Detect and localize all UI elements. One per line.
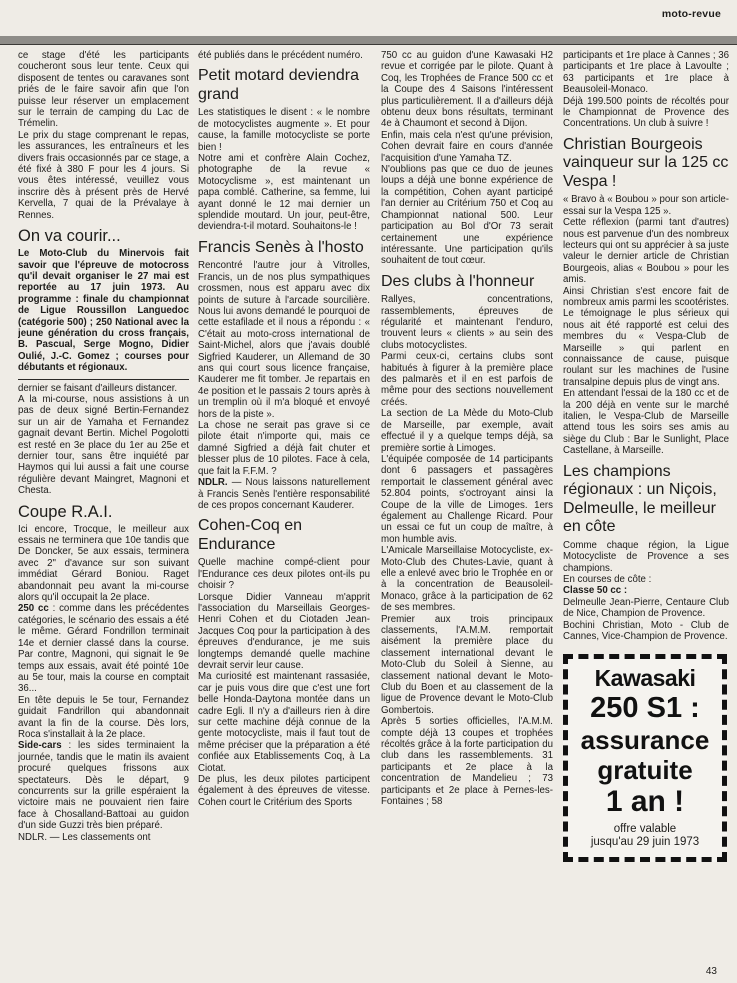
paragraph: Enfin, mais cela n'est qu'une prévision, Cohen devrait faire en cours d'année l'acquisition d'une Yamaha TZ. [381, 129, 553, 164]
paragraph [18, 603, 189, 694]
ad-validity: offre valable [613, 823, 677, 836]
magazine-name: moto-revue [661, 8, 721, 20]
headline-coupe-rai: Coupe R.A.I. [18, 502, 113, 521]
paragraph: L'équipée composée de 14 participants dont 6 passagers et passagères remportait le classement général avec 52.804 points, s'octroyant ainsi la Coupe de la ville de Limoges. 1ers également au Challenge Ricard. Pour un essai ce fut un coup de maître, à mon humble avis. [381, 453, 553, 545]
paragraph: Delmeulle Jean-Pierre, Centaure Club de Nice, Champion de Provence. [563, 596, 729, 620]
ndlr-label: NDLR. [198, 477, 228, 489]
category-label: 250 cc [18, 603, 49, 615]
paragraph: En tête depuis le 5e tour, Fernandez guidait Fandrillon qui abandonnait avant la fin de la course. Dès lors, Roca s'installait à la 2e place. [18, 694, 189, 740]
paragraph: participants et 1re place à Cannes ; 36 participants et 1re place à Lavoulte ; 63 participants et 1re place à Beausoleil-Monaco. [563, 50, 729, 96]
bold-notice: Le Moto-Club du Minervois fait savoir que l'épreuve de motocross qu'il devait organiser le 27 mai est reportée au 17 juin 1973. Au programme : finale du championnat de Ligue Roussillon Languedoc (catégorie 500) ; 250 National avec la jeune génération du cross français, B. Pascual, Serge Mogno, Didier Oulié, J.-C. Gomez ; courses pour débutants et régionaux. [18, 248, 189, 374]
ad-validity-date: jusqu'au 29 juin 1973 [590, 836, 700, 849]
paragraph: Déjà 199.500 points de récoltés pour le Championnat de Provence des Concentrations. Un club à suivre ! [563, 95, 729, 130]
paragraph: La section de La Mède du Moto-Club de Marseille, par exemple, avait effectué il y a quelque temps déjà, sa première sortie à Limoges. [381, 408, 553, 454]
paragraph: Les statistiques le disent : « le nombre de motocyclistes augmente ». Et pour cause, la famille motocycliste se porte bien ! [198, 107, 370, 153]
paragraph: Quelle machine compé-client pour l'Endurance ces deux pilotes ont-ils pu choisir ? [198, 557, 370, 592]
headline-francis-senes: Francis Senès à l'hosto [198, 238, 364, 256]
category-label: Side-cars [18, 740, 62, 752]
paragraph: De plus, les deux pilotes participent également à des épreuves de vitesse. Cohen court le Critérium des Sports [198, 774, 370, 808]
paragraph: Premier aux trois principaux classements, l'A.M.M. remportait aisément la première place du classement international devant le Moto-Club du Soleil à Sienne, au classement national devant le Moto-Club du Boen et au classement de la ligue de Provence devant le Moto-Club Gombertois. [381, 613, 553, 716]
ad-model: 250 S1 : [590, 692, 700, 725]
paragraph: Ma curiosité est maintenant rassasiée, car je puis vous dire que c'est une fort belle Honda-Daytona montée dans un cadre Egli. Il n'y a d'ailleurs rien à dire sur cette machine déjà connue de la gente motocycliste, mais il faut tout de même préciser que la préparation a été confiée aux Etablissements Coq, à La Ciotat. [198, 671, 370, 774]
ad-offer-3: 1 an ! [605, 785, 685, 819]
paragraph-text: : comme dans les précédentes catégories, le scénario des essais a été le même. Gérard Fondrillon terminait 14e et dernier classé dans la course. Par contre, Magnoni, qui signait le 9e temps aux essais, avait été pointé 10e au 5e tour, mais la course en comptait 36... [18, 603, 189, 695]
paragraph: N'oublions pas que ce duo de jeunes loups a déjà une bonne expérience de la compétition, Cohen ayant participé l'an dernier au Critérium 750 et Coq au Championnat national 500. Leur participation au Bol d'Or 73 serait certainement une expérience intéressante. Une participation qu'ils souhaitent de tout cœur. [381, 164, 553, 267]
paragraph: été publiés dans le précédent numéro. [198, 50, 363, 61]
ad-offer-2: gratuite [597, 755, 693, 786]
paragraph: En courses de côte : [563, 573, 652, 585]
paragraph: L'Amicale Marseillaise Motocycliste, ex-Moto-Club des Chutes-Lavie, quant à elle a enlevé avec brio le Trophée en or à la concentration de Beausoleil-Monaco, grâce à la participation de 62 de ses membres. [381, 545, 553, 614]
column-1 [18, 50, 189, 959]
paragraph [198, 477, 370, 511]
paragraph: Rencontré l'autre jour à Vitrolles, Francis, un de nos plus sympathiques crossmen, nous est apparu avec dix points de suture à l'arcade sourcilière. Nous lui avons demandé le pourquoi de cette estafilade et il nous a répondu : « C'était au moto-cross international de Saint-Michel, alors que j'avais doublé Sigfried Kauderer, un Allemand de 30 ans qui court sous licence française, Kauderer me fit tomber. Je repartais en 4e position et le passais 2 tours après à un tremplin où il m'a bloqué et envoyé hors de la piste ». [198, 260, 370, 420]
paragraph: NDLR. — Les classements ont [18, 831, 151, 843]
page-number: 43 [705, 966, 717, 977]
paragraph: Comme chaque région, la Ligue Motocycliste de Provence a ses champions. [563, 539, 729, 574]
header-rule [0, 36, 737, 44]
headline-champions-regionaux: Les champions régionaux : un Niçois, Delmeulle, le meilleur en côte [563, 462, 717, 536]
column-2 [198, 50, 370, 959]
paragraph: Lorsque Didier Vanneau m'apprit l'association du Marseillais Georges-Henri Cohen et du Ciotaden Jean-Jacques Coq pour la participation à des épreuves d'endurance, je me suis longtemps demandé quelle machine devrait servir leur cause. [198, 591, 370, 671]
paragraph: 750 cc au guidon d'une Kawasaki H2 revue et corrigée par le pilote. Quant à Coq, les Trophées de France 500 cc et la Coupe des 4 Saisons l'intéressent plus particulièrement. Il a d'ailleurs déjà obtenu deux bons résultats, terminant 4e à Chaumont et second à Dijon. [381, 50, 553, 130]
paragraph: ce stage d'été les participants coucheront sous leur tente. Ceux qui disposent de tentes ou caravanes sont priés de le faire savoir afin que l'on puisse leur réserver un emplacement sur le terrain de camping du Lac de Trémelin. [18, 50, 189, 130]
headline-des-clubs: Des clubs à l'honneur [381, 272, 535, 290]
ad-offer-1: assurance [580, 725, 710, 756]
class-label: Classe 50 cc : [563, 585, 628, 597]
paragraph: Après 5 sorties officielles, l'A.M.M. compte déjà 13 coupes et trophées récoltés grâce à la forte participation du club dans les rassemblements. 31 participants et 2e place à la concentration de Mandelieu ; 73 participants et 2e place à Pernes-les-Fontaines ; 58 [381, 716, 553, 808]
column-3 [381, 50, 553, 959]
paragraph: Ici encore, Trocque, le meilleur aux essais ne terminera que 10e tandis que De Doncker, 5e aux essais, terminera avec 2" d'avance sur son suivant immédiat Gérard Boniou. Raget abandonnait peu avant la mi-course alors qu'il occupait la 2e place. [18, 523, 189, 604]
paragraph: Cette réflexion (parmi tant d'autres) nous est parvenue d'un des nombreux lecteurs qui ont su apprécier à sa juste valeur le dernier article de Christian Bourgeois, alias « Boubou » pour les amis. [563, 217, 729, 286]
paragraph: « Bravo à « Boubou » pour son article-essai sur la Vespa 125 ». [563, 194, 729, 217]
paragraph: Bochini Christian, Moto - Club de Cannes, Vice-Champion de Provence. [563, 619, 729, 642]
paragraph-text: : les sides terminaient la journée, tandis que le matin ils avaient procuré quelques frissons aux spectateurs. Dès le départ, 9 concurrents sur la grille espéraient la victoire mais ne pouvaient rien faire face à Chosalland-Battoai au guidon d'un side Guzzi très bien préparé. [18, 740, 189, 832]
headline-on-va-courir: On va courir... [18, 227, 121, 246]
paragraph: Le prix du stage comprenant le repas, les assurances, les entraîneurs et les divers frais occasionnés par ce stage, a été fixé à 380 F pour les 4 jours. Si vous êtes intéressé, veuillez vous inscrire dès à présent près de Hervé Kervella, 7 quai de la Prévalaye à Rennes. [18, 129, 189, 221]
paragraph [18, 740, 189, 831]
headline-christian-bourgeois: Christian Bourgeois vainqueur sur la 125 cc Vespa ! [563, 135, 729, 190]
paragraph: Notre ami et confrère Alain Cochez, photographe de la revue « Motocyclisme », est maintenant un papa comblé. Catherine, sa femme, lui ayant donné le 12 mai dernier un splendide moutard. Un jour, peut-être, deviendra-t-il motard. Souhaitons-le ! [198, 153, 370, 233]
headline-petit-motard: Petit motard deviendra grand [198, 67, 359, 103]
paragraph: A la mi-course, nous assistions à un pas de deux signé Bertin-Fernandez sur un air de Yamaha et Fernandez gagnait devant Bertin. Michel Pogolotti est resté en 3e place du 1er au 25e et dernier tour, sans être inquiété par Haymos qui lui aussi a fait une course régulière devant Maingret, Magnoni et Chesta. [18, 393, 189, 497]
paragraph: Ainsi Christian s'est encore fait de nombreux amis parmi les scootéristes. Le témoignage le plus sérieux qui nous ait été rapporté est celui des membres du « Vespa-Club de Marseille » qui parlent en connaissance de cause, puisque roulant sur les machines de l'usine transalpine depuis plus de vingt ans. [563, 285, 729, 388]
divider [18, 379, 189, 380]
paragraph: La chose ne serait pas grave si ce pilote était n'importe qui, mais ce damné Sigfried a déjà fait chuter et blesser plus de 10 pilotes. Face à cela, que fait la F.F.M. ? [198, 420, 370, 477]
column-4 [563, 50, 729, 959]
paragraph: Rallyes, concentrations, rassemblements, épreuves de régularité et maintenant l'enduro, trouvent leurs « clients » au sein des clubs motocyclistes. [381, 294, 553, 351]
headline-cohen-coq: Cohen-Coq en Endurance [198, 517, 303, 553]
kawasaki-advertisement [563, 654, 727, 862]
ad-brand: Kawasaki [594, 665, 696, 692]
paragraph: En attendant l'essai de la 180 cc et de la 200 déjà en vente sur le marché italien, le Vespa-Club de Marseille attend tous les soirs ses amis au siège du Club : Bar le Sunlight, Place Castellane, à Marseille. [563, 388, 729, 457]
paragraph: dernier se faisant d'ailleurs distancer. [18, 382, 178, 394]
paragraph-text: — Nous laissons naturellement à Francis Senès l'entière responsabilité de ces propos concernant Kauderer. [198, 477, 370, 511]
paragraph: Parmi ceux-ci, certains clubs sont habitués à figurer à la première place des palmarès et il en est parfois de même pour des sections nouvellement créés. [381, 351, 553, 408]
